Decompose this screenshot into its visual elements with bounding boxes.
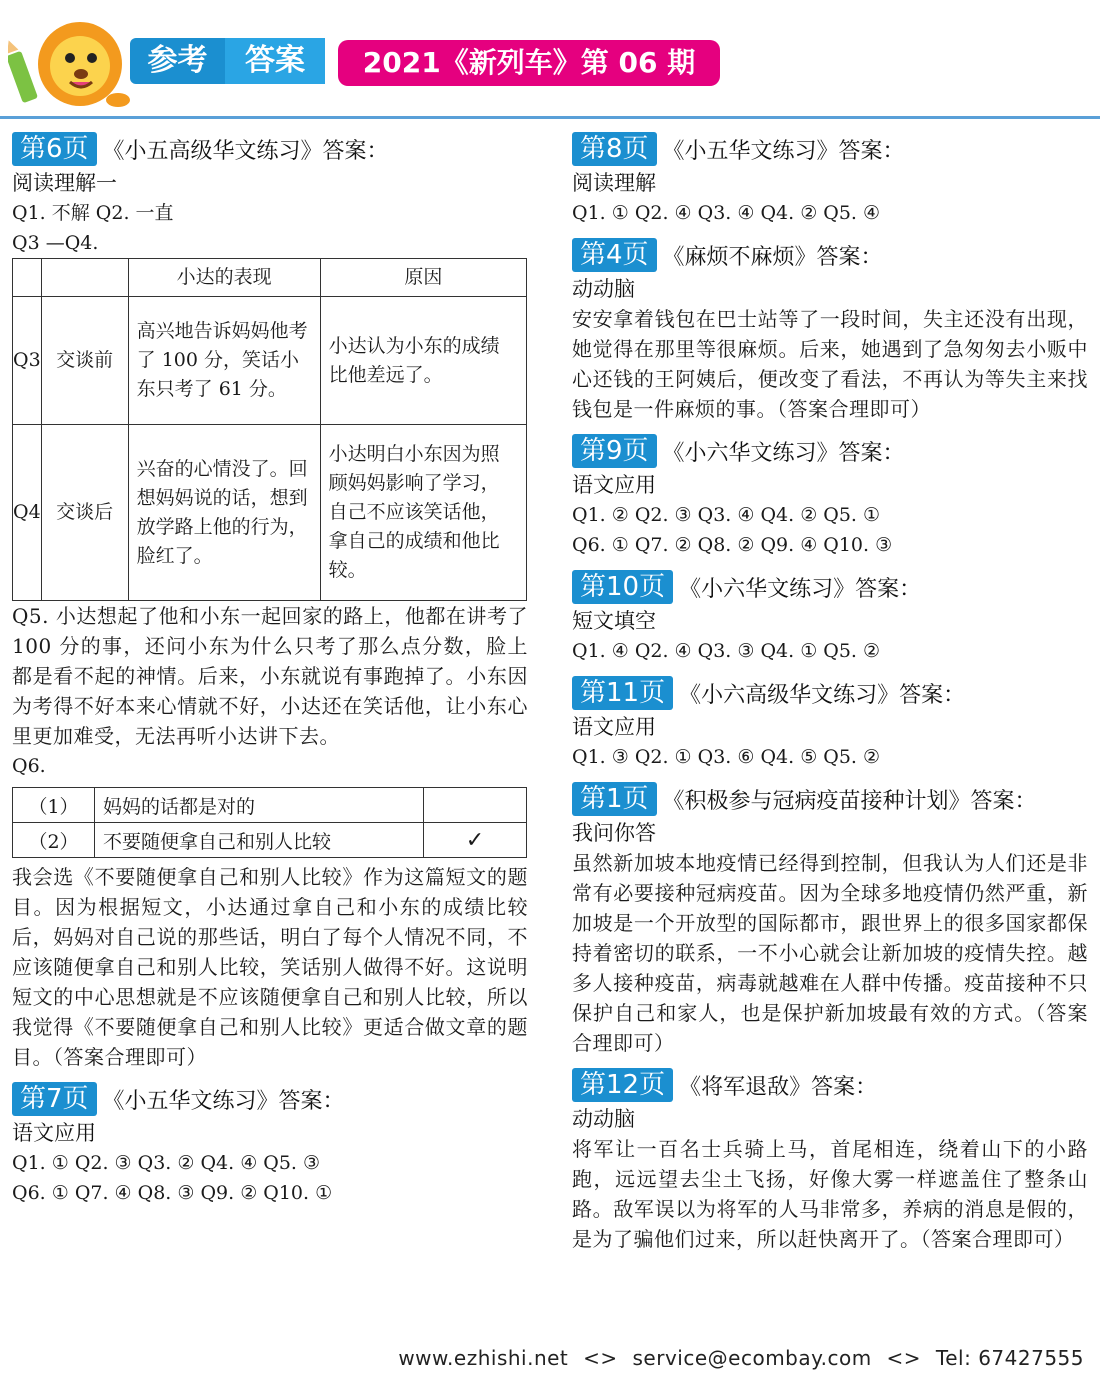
section-subtitle: 语文应用 — [12, 1121, 96, 1145]
answer-paragraph: 虽然新加坡本地疫情已经得到控制，但我认为人们还是非常有必要接种冠病疫苗。因为全球多地疫情仍然严重，新加坡是一个开放型的国际都市，跟世界上的很多国家都保持着密切的联系，一不小心就会让新加坡的疫情失控。越多人接种疫苗，病毒就越难在人群中传播。疫苗接种不只保护自己和家人，也是保护新加坡最有效的方式。（答案合理即可） — [572, 851, 1088, 1055]
answer-paragraph: 安安拿着钱包在巴士站等了一段时间，失主还没有出现，她觉得在那里等很麻烦。后来，她遇到了急匆匆去小贩中心还钱的王阿姨后，便改变了看法，不再认为等失主来找钱包是一件麻烦的事。（答案合理即可） — [572, 307, 1088, 421]
section-header — [572, 130, 1088, 168]
table-cell: 小达认为小东的成绩比他差远了。 — [320, 297, 526, 425]
column-header: 原因 — [320, 259, 526, 297]
section-subtitle: 阅读理解 — [572, 171, 656, 195]
page-tag: 第9页 — [572, 434, 657, 468]
section-subtitle: 动动脑 — [572, 1107, 635, 1131]
section-title: 《小六高级华文练习》答案： — [679, 682, 966, 708]
answer-tag: 答案 — [225, 38, 325, 84]
section-header — [572, 1066, 1088, 1104]
left-column — [12, 130, 528, 1208]
table-cell: （2） — [13, 823, 95, 858]
page-tag: 第12页 — [572, 1068, 673, 1102]
page-tag: 第6页 — [12, 132, 97, 166]
email-link[interactable]: service@ecombay.com — [632, 1346, 872, 1370]
right-column — [572, 130, 1088, 1254]
table-cell — [424, 788, 527, 823]
answer-line: Q1. ① Q2. ③ Q3. ② Q4. ④ Q5. ③ — [12, 1152, 321, 1174]
page-tag: 第4页 — [572, 238, 657, 272]
page-tag: 第1页 — [572, 782, 657, 816]
section-title: 《小六华文练习》答案： — [679, 576, 922, 602]
answer-line: Q1. ④ Q2. ④ Q3. ③ Q4. ① Q5. ② — [572, 640, 881, 662]
table-cell: 交谈前 — [41, 297, 128, 425]
section-title: 《小五华文练习》答案： — [662, 138, 905, 164]
q6-table — [12, 787, 527, 858]
section-title: 《小五高级华文练习》答案： — [102, 138, 389, 164]
website-link[interactable]: www.ezhishi.net — [398, 1346, 569, 1370]
header-divider — [0, 116, 1100, 119]
section-subtitle: 短文填空 — [572, 609, 656, 633]
section-title: 《积极参与冠病疫苗接种计划》答案： — [662, 788, 1037, 814]
footer — [394, 1346, 1088, 1370]
section-subtitle: 动动脑 — [572, 277, 635, 301]
page-tag: 第8页 — [572, 132, 657, 166]
answer-line: Q6. — [12, 755, 46, 777]
telephone: Tel: 67427555 — [935, 1346, 1084, 1370]
table-cell: Q4 — [13, 425, 42, 601]
issue-title: 2021《新列车》第 06 期 — [338, 40, 720, 86]
section-subtitle: 语文应用 — [572, 715, 656, 739]
table-cell: Q3 — [13, 297, 42, 425]
section-title: 《将军退敌》答案： — [679, 1074, 878, 1100]
section-header — [572, 674, 1088, 712]
table-cell: 交谈后 — [41, 425, 128, 601]
section-subtitle: 阅读理解一 — [12, 171, 117, 195]
page-tag: 第11页 — [572, 676, 673, 710]
check-mark: ✓ — [424, 823, 527, 858]
header — [0, 0, 1100, 118]
table-cell: 妈妈的话都是对的 — [95, 788, 424, 823]
answer-line: Q1. ① Q2. ④ Q3. ④ Q4. ② Q5. ④ — [572, 202, 881, 224]
table-cell: （1） — [13, 788, 95, 823]
separator: <> — [583, 1346, 618, 1370]
answer-line: Q1. 不解 Q2. 一直 — [12, 202, 174, 224]
answer-line: Q6. ① Q7. ④ Q8. ③ Q9. ② Q10. ① — [12, 1182, 333, 1204]
lion-mascot-icon — [8, 12, 133, 112]
table-cell: 小达明白小东因为照顾妈妈影响了学习，自己不应该笑话他，拿自己的成绩和他比较。 — [320, 425, 526, 601]
answer-line: Q6. ① Q7. ② Q8. ② Q9. ④ Q10. ③ — [572, 534, 893, 556]
section-header — [572, 236, 1088, 274]
page-tag: 第7页 — [12, 1082, 97, 1116]
answer-line: Q1. ② Q2. ③ Q3. ④ Q4. ② Q5. ① — [572, 504, 881, 526]
section-title: 《小五华文练习》答案： — [102, 1088, 345, 1114]
answer-line: Q1. ③ Q2. ① Q3. ⑥ Q4. ⑤ Q5. ② — [572, 746, 881, 768]
section-header — [572, 780, 1088, 818]
table-cell: 高兴地告诉妈妈他考了 100 分，笑话小东只考了 61 分。 — [128, 297, 320, 425]
section-subtitle: 语文应用 — [572, 473, 656, 497]
page-tag: 第10页 — [572, 570, 673, 604]
section-title: 《麻烦不麻烦》答案： — [662, 244, 883, 270]
answer-paragraph: 将军让一百名士兵骑上马，首尾相连，绕着山下的小路跑，远远望去尘土飞扬，好像大雾一样遮盖住了整条山路。敌军误以为将军的人马非常多，养病的消息是假的，是为了骗他们过来，所以赶快离开了。（答案合理即可） — [572, 1137, 1088, 1251]
section-title: 《小六华文练习》答案： — [662, 440, 905, 466]
table-cell: 兴奋的心情没了。回想妈妈说的话，想到放学路上他的行为，脸红了。 — [128, 425, 320, 601]
table-cell: 不要随便拿自己和别人比较 — [95, 823, 424, 858]
section-header — [12, 130, 528, 168]
section-header — [572, 568, 1088, 606]
section-header — [572, 432, 1088, 470]
section-header — [12, 1080, 528, 1118]
q5-answer: Q5. 小达想起了他和小东一起回家的路上，他都在讲考了 100 分的事，还问小东为什么只考了那么点分数，脸上都是看不起的神情。后来，小东就说有事跑掉了。小东因为考得不好本来心情就不好，小达还在笑话他，让小东心里更加难受，无法再听小达讲下去。 — [12, 604, 528, 748]
separator: <> — [886, 1346, 922, 1370]
q3-q4-table — [12, 258, 527, 601]
answer-line: Q3 —Q4. — [12, 232, 99, 254]
q6-answer: 我会选《不要随便拿自己和别人比较》作为这篇短文的题目。因为根据短文，小达通过拿自己和小东的成绩比较后，妈妈对自己说的那些话，明白了每个人情况不同，不应该随便拿自己和别人比较，笑话别人做得不好。这说明短文的中心思想就是不应该随便拿自己和别人比较，所以我觉得《不要随便拿自己和别人比较》更适合做文章的题目。（答案合理即可） — [12, 865, 528, 1069]
reference-tag: 参考 — [130, 38, 225, 84]
section-subtitle: 我问你答 — [572, 821, 656, 845]
column-header: 小达的表现 — [128, 259, 320, 297]
